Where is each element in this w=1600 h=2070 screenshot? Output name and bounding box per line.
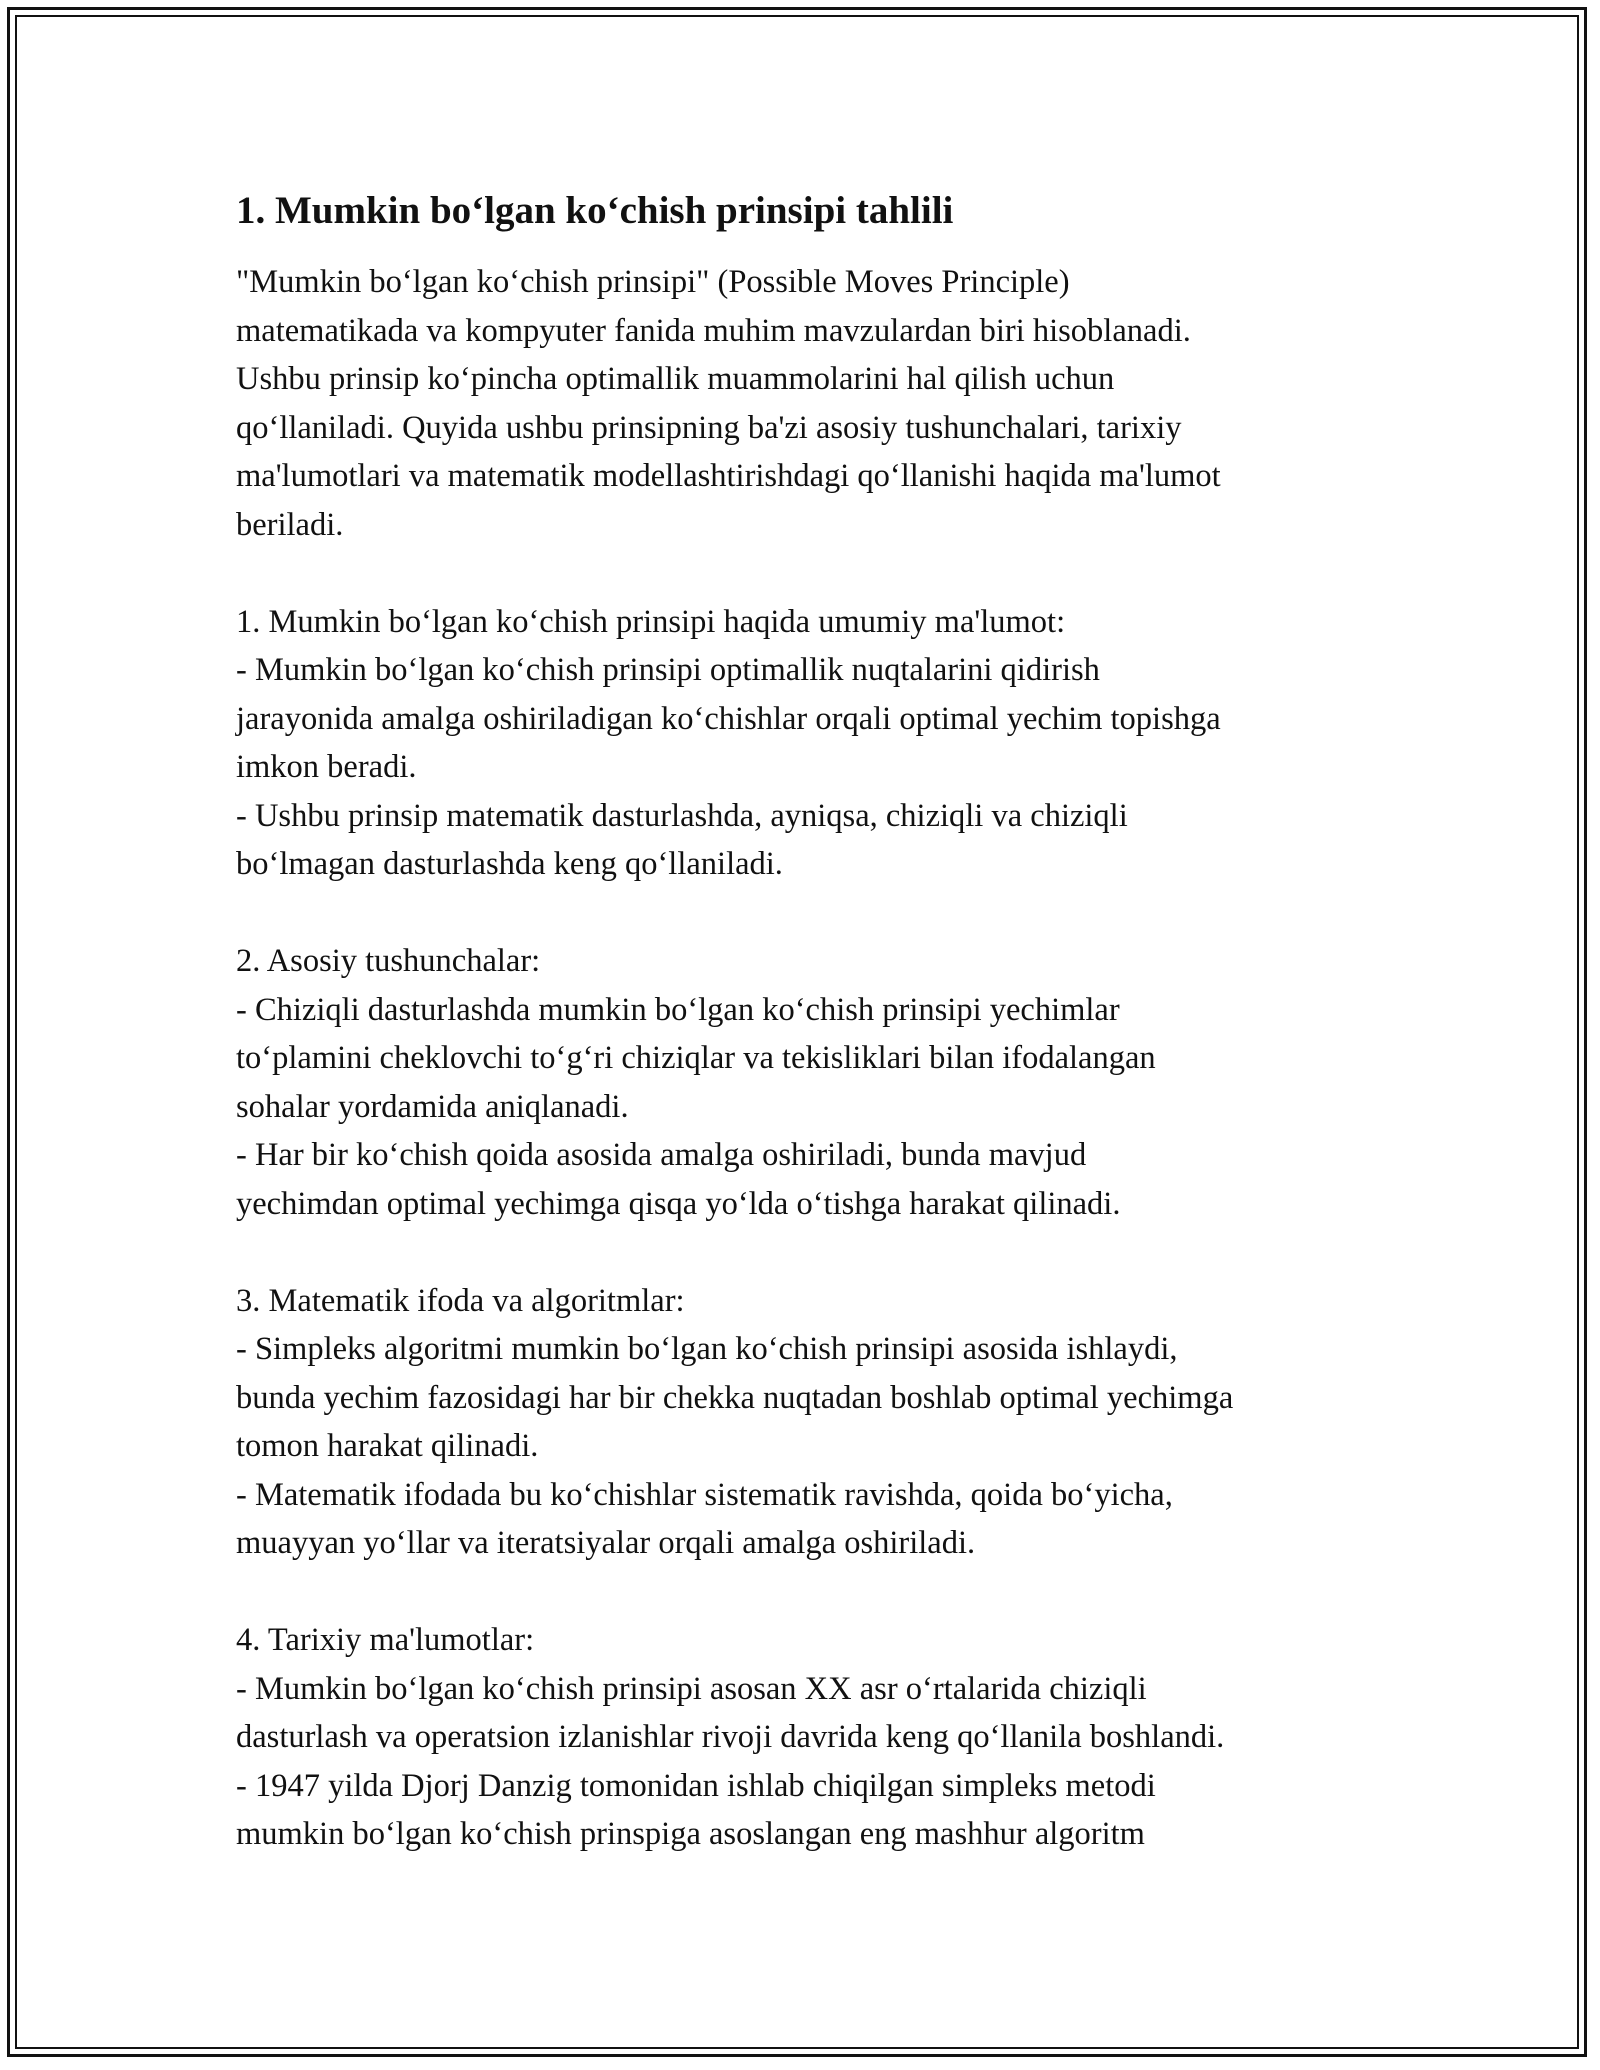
document-title: 1. Mumkin bo‘lgan ko‘chish prinsipi tahlili (236, 189, 954, 232)
list-item: - Mumkin bo‘lgan ko‘chish prinsipi optimallik nuqtalarini qidirish jarayonida amalga oshiriladigan ko‘chishlar orqali optimal yechim topishga imkon beradi. (236, 652, 1221, 785)
list-item: - Har bir ko‘chish qoida asosida amalga oshiriladi, bunda mavjud yechimdan optimal yechimga qisqa yo‘lda o‘tishga harakat qilinadi. (236, 1137, 1121, 1222)
section-heading: 1. Mumkin bo‘lgan ko‘chish prinsipi haqida umumiy ma'lumot: (236, 603, 1066, 640)
list-item: - Matematik ifodada bu ko‘chishlar sistematik ravishda, qoida bo‘yicha, muayyan yo‘llar va iteratsiyalar orqali amalga oshiriladi. (236, 1476, 1173, 1561)
list-item: - 1947 yilda Djorj Danzig tomonidan ishlab chiqilgan simpleks metodi mumkin bo‘lgan ko‘chish prinspiga asoslangan eng mashhur algoritm (236, 1767, 1156, 1852)
section-heading: 4. Tarixiy ma'lumotlar: (236, 1622, 535, 1658)
section-general-info (236, 598, 1376, 889)
intro-paragraph: "Mumkin bo‘lgan ko‘chish prinsipi" (Possible Moves Principle) matematikada va kompyuter fanida muhim mavzulardan biri hisoblanadi. Ushbu prinsip ko‘pincha optimallik muammolarini hal qilish uchun qo‘llaniladi. Quyida ushbu prinsipning ba'zi asosiy tushunchalari, tarixiy ma'lumotlari va matematik modellashtirishdagi qo‘llanishi haqida ma'lumot beriladi. (236, 264, 1221, 543)
section-basic-concepts (236, 937, 1376, 1228)
section-heading: 3. Matematik ifoda va algoritmlar: (236, 1282, 685, 1319)
paragraph-gap (236, 1568, 1376, 1617)
list-item: - Simpleks algoritmi mumkin bo‘lgan ko‘chish prinsipi asosida ishlaydi, bunda yechim fazosidagi har bir chekka nuqtadan boshlab optimal yechimga tomon harakat qilinadi. (236, 1331, 1234, 1464)
section-heading: 2. Asosiy tushunchalar: (236, 943, 541, 979)
section-math-algorithms (236, 1277, 1376, 1568)
paragraph-gap (236, 889, 1376, 938)
list-item: - Chiziqli dasturlashda mumkin bo‘lgan ko‘chish prinsipi yechimlar to‘plamini cheklovchi to‘g‘ri chiziqlar va tekisliklari bilan ifodalangan sohalar yordamida aniqlanadi. (236, 991, 1156, 1125)
list-item: - Ushbu prinsip matematik dasturlashda, ayniqsa, chiziqli va chiziqli bo‘lmagan dasturlashda keng qo‘llaniladi. (236, 797, 1128, 882)
list-item: - Mumkin bo‘lgan ko‘chish prinsipi asosan XX asr o‘rtalarida chiziqli dasturlash va operatsion izlanishlar rivoji davrida keng qo‘llanila boshlandi. (236, 1670, 1225, 1755)
paragraph-gap (236, 1228, 1376, 1277)
document-body (236, 186, 1376, 1859)
section-history (236, 1616, 1376, 1859)
paragraph-gap (236, 549, 1376, 598)
